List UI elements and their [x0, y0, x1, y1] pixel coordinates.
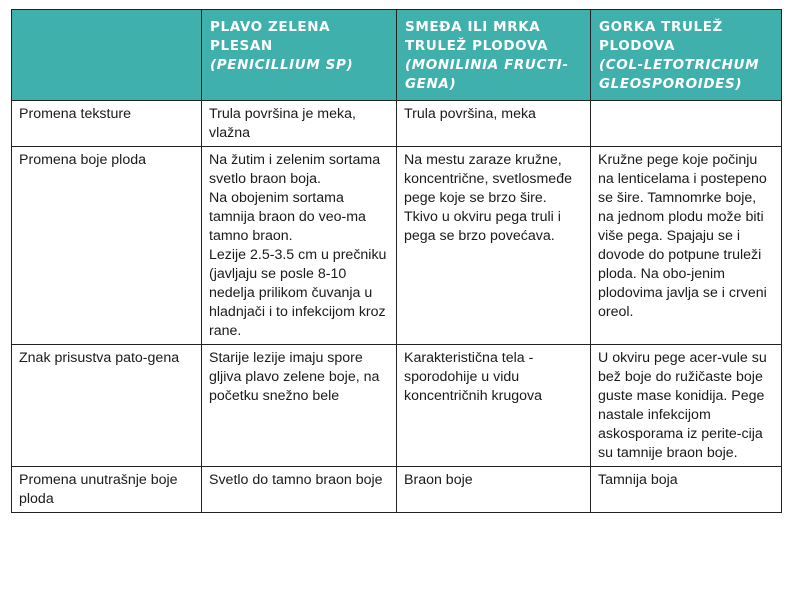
header-colletotrichum	[591, 10, 782, 101]
table-cell: Na mestu zaraze kružne, koncentrične, svetlosmeđe pege koje se brzo šire. Tkivo u okviru pega truli i pega se brzo povećava.	[397, 147, 591, 345]
disease-comparison-table	[11, 9, 782, 513]
table-body	[12, 101, 782, 513]
header-colletotrichum-name: GORKA TRULEŽ PLODOVA	[599, 19, 723, 54]
table-row	[12, 101, 782, 147]
row-label: Promena teksture	[12, 101, 202, 147]
header-monilinia	[397, 10, 591, 101]
header-colletotrichum-sci: (COL-LETOTRICHUM GLEOSPOROIDES)	[599, 57, 760, 92]
header-row	[12, 10, 782, 101]
header-monilinia-sci: (MONILINIA FRUCTI-GENA)	[405, 57, 569, 92]
table-cell: Starije lezije imaju spore gljiva plavo zelene boje, na početku snežno bele	[202, 345, 397, 467]
table-row	[12, 467, 782, 513]
table-row	[12, 147, 782, 345]
table-cell: Svetlo do tamno braon boje	[202, 467, 397, 513]
table-cell: Braon boje	[397, 467, 591, 513]
table-cell: Kružne pege koje počinju na lenticelama i postepeno se šire. Tamnomrke boje, na jednom plodu može biti više pega. Spajaju se i dovode do potpune truleži ploda. Na obo-jenim plodovima javlja se i crveni oreol.	[591, 147, 782, 345]
table-cell: Tamnija boja	[591, 467, 782, 513]
table-cell: Trula površina je meka, vlažna	[202, 101, 397, 147]
header-monilinia-name: SMEĐA ILI MRKA TRULEŽ PLODOVA	[405, 19, 549, 54]
table-row	[12, 345, 782, 467]
row-label: Promena unutrašnje boje ploda	[12, 467, 202, 513]
row-label: Znak prisustva pato-gena	[12, 345, 202, 467]
table-cell: Na žutim i zelenim sortama svetlo braon boja. Na obojenim sortama tamnija braon do veo-ma tamno braon. Lezije 2.5-3.5 cm u prečniku (javljaju se posle 8-10 nedelja prilikom čuvanja u hladnjači i to infekcijom kroz rane.	[202, 147, 397, 345]
table-cell: Trula površina, meka	[397, 101, 591, 147]
table-cell	[591, 101, 782, 147]
table-header	[12, 10, 782, 101]
header-penicillium-sci: (PENICILLIUM SP)	[210, 57, 354, 73]
table-cell: Karakteristična tela - sporodohije u vidu koncentričnih krugova	[397, 345, 591, 467]
header-empty-cell	[12, 10, 202, 101]
row-label: Promena boje ploda	[12, 147, 202, 345]
header-penicillium-name: PLAVO ZELENA PLESAN	[210, 19, 331, 54]
table-cell: U okviru pege acer-vule su bež boje do ružičaste boje guste mase konidija. Pege nastale infekcijom askosporama iz perite-cija su tamnije braon boje.	[591, 345, 782, 467]
header-penicillium	[202, 10, 397, 101]
